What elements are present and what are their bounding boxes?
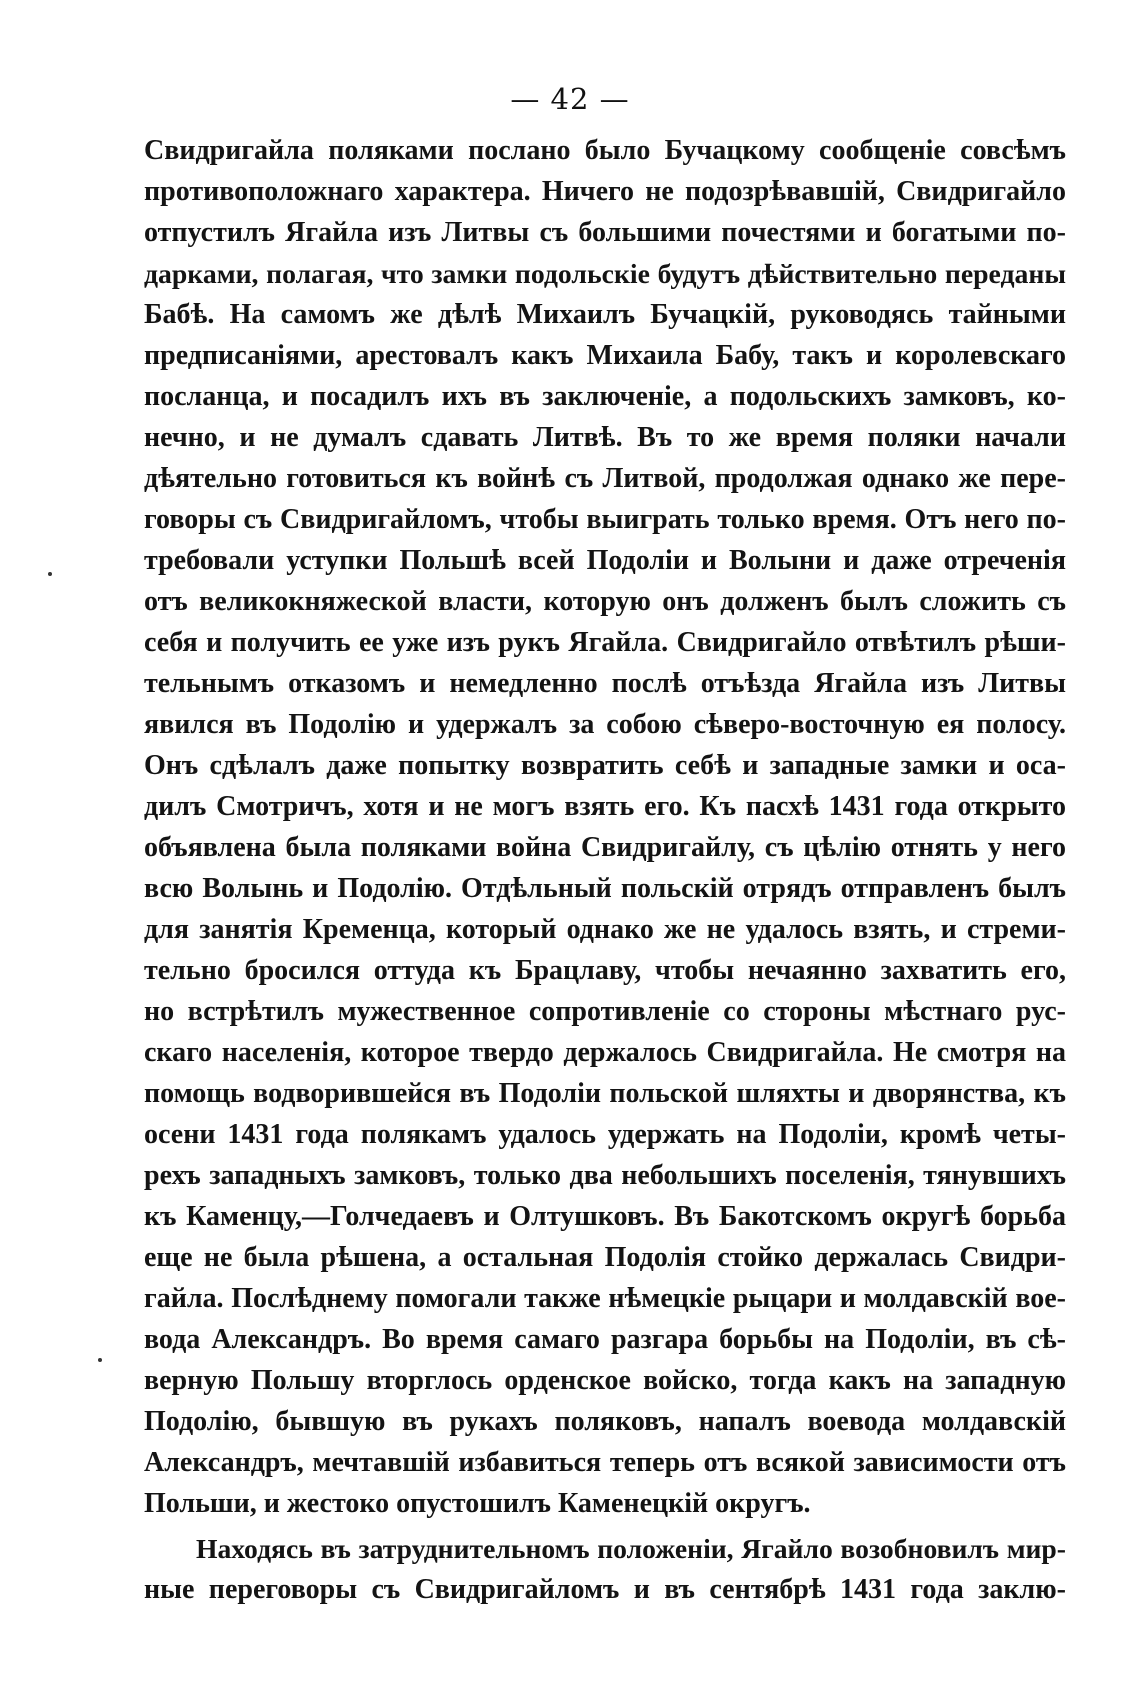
text-line: противоположнаго характера. Ничего не подозрѣвавшій, Свидригайло: [144, 176, 1066, 207]
text-line: тельнымъ отказомъ и немедленно послѣ отъѣзда Ягайла изъ Литвы: [144, 668, 1066, 699]
text-line: Бабѣ. На самомъ же дѣлѣ Михаилъ Бучацкій, руководясь тайными: [144, 299, 1066, 330]
paragraph: [144, 130, 1066, 1524]
text-line: предписаніями, арестовалъ какъ Михаила Бабу, такъ и королевскаго: [144, 340, 1066, 371]
text-line: для занятія Кременца, который однако же не удалось взять, и стреми-: [144, 914, 1066, 945]
stray-ink-mark: [98, 1358, 102, 1362]
text-line: верную Польшу вторглось орденское войско, тогда какъ на западную: [144, 1365, 1066, 1396]
body-text: [144, 130, 1066, 1610]
text-line: себя и получить ее уже изъ рукъ Ягайла. Свидригайло отвѣтилъ рѣши-: [144, 627, 1066, 658]
text-line: рехъ западныхъ замковъ, только два небольшихъ поселенія, тянувшихъ: [144, 1160, 1066, 1191]
text-line: отъ великокняжеской власти, которую онъ долженъ былъ сложить съ: [144, 586, 1066, 617]
text-line: дарками, полагая, что замки подольскіе будутъ дѣйствительно переданы: [144, 258, 1066, 289]
stray-ink-mark: [48, 572, 52, 576]
text-line: явился въ Подолію и удержалъ за собою сѣверо-восточную ея полосу.: [144, 709, 1066, 740]
text-line: посланца, и посадилъ ихъ въ заключеніе, а подольскихъ замковъ, ко-: [144, 381, 1066, 412]
text-line: къ Каменцу,—Голчедаевъ и Олтушковъ. Въ Бакотскомъ округѣ борьба: [144, 1201, 1066, 1232]
text-line: говоры съ Свидригайломъ, чтобы выиграть только время. Отъ него по-: [144, 504, 1066, 535]
paragraph: [144, 1528, 1066, 1610]
text-line: Находясь въ затруднительномъ положеніи, Ягайло возобновилъ мир-: [196, 1533, 1066, 1564]
text-line: Свидригайла поляками послано было Бучацкому сообщеніе совсѣмъ: [144, 135, 1066, 166]
text-line: Польши, и жестоко опустошилъ Каменецкій округъ.: [144, 1488, 811, 1519]
text-line: нечно, и не думалъ сдавать Литвѣ. Въ то же время поляки начали: [144, 422, 1066, 453]
text-line: помощь водворившейся въ Подоліи польской шляхты и дворянства, къ: [144, 1078, 1066, 1109]
text-line: тельно бросился оттуда къ Брацлаву, чтобы нечаянно захватить его,: [144, 955, 1066, 986]
text-line: скаго населенія, которое твердо держалось Свидригайла. Не смотря на: [144, 1037, 1066, 1068]
text-line: Подолію, бывшую въ рукахъ поляковъ, напалъ воевода молдавскій: [144, 1406, 1066, 1437]
text-line: Александръ, мечтавшій избавиться теперь отъ всякой зависимости отъ: [144, 1447, 1066, 1478]
text-line: гайла. Послѣднему помогали также нѣмецкіе рыцари и молдавскій вое-: [144, 1283, 1066, 1314]
text-line: вода Александръ. Во время самаго разгара борьбы на Подоліи, въ сѣ-: [144, 1324, 1066, 1355]
text-line: всю Волынь и Подолію. Отдѣльный польскій отрядъ отправленъ былъ: [144, 873, 1066, 904]
text-line: но встрѣтилъ мужественное сопротивленіе со стороны мѣстнаго рус-: [144, 996, 1066, 1027]
page-number: — 42 —: [510, 82, 630, 116]
text-line: Онъ сдѣлалъ даже попытку возвратить себѣ и западные замки и оса-: [144, 750, 1066, 781]
text-line: дилъ Смотричъ, хотя и не могъ взять его. Къ пасхѣ 1431 года открыто: [144, 791, 1066, 822]
text-line: осени 1431 года полякамъ удалось удержать на Подоліи, кромѣ четы-: [144, 1119, 1066, 1150]
text-line: еще не была рѣшена, а остальная Подолія стойко держалась Свидри-: [144, 1242, 1066, 1273]
text-line: дѣятельно готовиться къ войнѣ съ Литвой, продолжая однако же пере-: [144, 463, 1066, 494]
text-line: требовали уступки Польшѣ всей Подоліи и Волыни и даже отреченія: [144, 545, 1066, 576]
text-line: отпустилъ Ягайла изъ Литвы съ большими почестями и богатыми по-: [144, 217, 1066, 248]
text-line: объявлена была поляками война Свидригайлу, съ цѣлію отнять у него: [144, 832, 1066, 863]
text-line: ные переговоры съ Свидригайломъ и въ сентябрѣ 1431 года заклю-: [144, 1574, 1066, 1605]
